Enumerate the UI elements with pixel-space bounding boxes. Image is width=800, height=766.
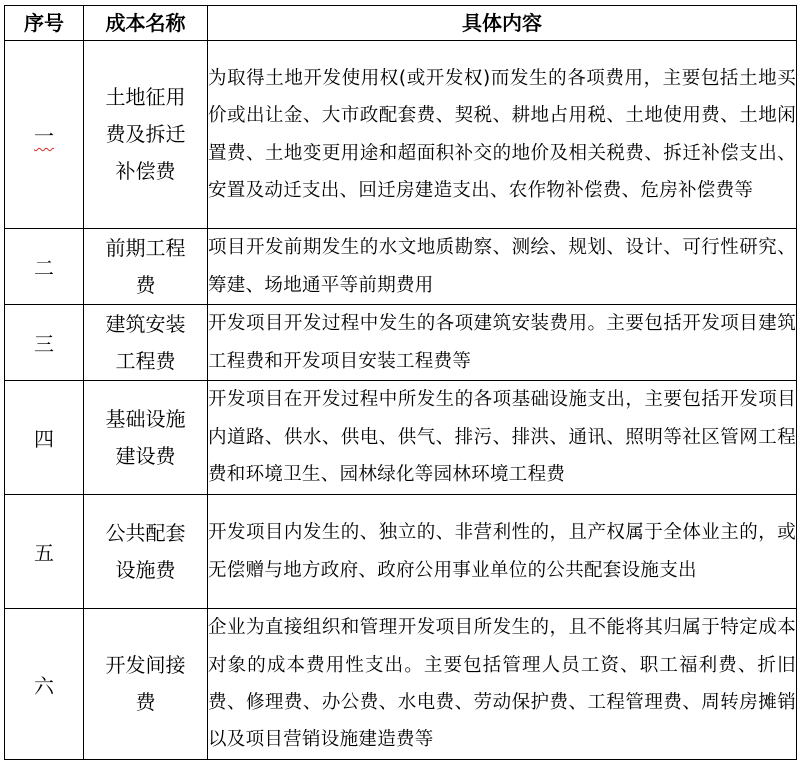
cost-name-line: 设施费 (115, 557, 176, 582)
cost-name-line: 建筑安装 (105, 311, 186, 336)
row-cost-name (84, 381, 208, 495)
header-cost-name: 成本名称 (84, 6, 208, 41)
row-cost-name (84, 495, 208, 609)
row-content: 企业为直接组织和管理开发项目所发生的，且不能将其归属于特定成本对象的成本费用性支出。主要包括管理人员工资、职工福利费、折旧费、修理费、办公费、水电费、劳动保护费、工程管理费、周转房摊销以及项目营销设施建造费等 (208, 609, 797, 760)
table-row (5, 41, 797, 229)
table-row (5, 229, 797, 305)
row-content: 开发项目内发生的、独立的、非营利性的，且产权属于全体业主的，或无偿赠与地方政府、政府公用事业单位的公共配套设施支出 (208, 495, 797, 609)
cost-name-line: 前期工程 (105, 235, 186, 260)
cost-name-line: 土地征用 (105, 85, 186, 109)
row-content: 开发项目在开发过程中所发生的各项基础设施支出，主要包括开发项目内道路、供水、供电、供气、排污、排洪、通讯、照明等社区管网工程费和环境卫生、园林绿化等园林环境工程费 (208, 381, 797, 495)
row-number (5, 41, 84, 229)
row-number-text: 一 (34, 124, 54, 148)
header-number: 序号 (5, 6, 84, 41)
cost-name-line: 建设费 (115, 443, 176, 468)
row-cost-name (84, 41, 208, 229)
table-row (5, 495, 797, 609)
row-number: 五 (5, 495, 84, 609)
cost-name-line: 基础设施 (105, 406, 186, 431)
cost-table (4, 5, 797, 760)
table-row (5, 609, 797, 760)
row-number: 四 (5, 381, 84, 495)
header-content: 具体内容 (208, 6, 797, 41)
cost-name-line: 费 (135, 690, 156, 714)
cost-name-line: 费及拆迁 (105, 122, 186, 146)
row-cost-name (84, 609, 208, 760)
row-cost-name (84, 305, 208, 381)
table-row (5, 305, 797, 381)
cost-name-line: 费 (135, 272, 156, 297)
cost-name-line: 开发间接 (105, 653, 186, 677)
table-row (5, 381, 797, 495)
cost-name-line: 公共配套 (105, 520, 186, 545)
cost-name-line: 补偿费 (115, 159, 176, 183)
row-content: 为取得土地开发使用权(或开发权)而发生的各项费用，主要包括土地买价或出让金、大市政配套费、契税、耕地占用税、土地使用费、土地闲置费、土地变更用途和超面积补交的地价及相关税费、拆迁补偿支出、安置及动迁支出、回迁房建造支出、农作物补偿费、危房补偿费等 (208, 41, 797, 229)
row-number: 二 (5, 229, 84, 305)
row-content: 项目开发前期发生的水文地质勘察、测绘、规划、设计、可行性研究、筹建、场地通平等前期费用 (208, 229, 797, 305)
row-cost-name (84, 229, 208, 305)
cost-name-line: 工程费 (115, 348, 176, 373)
header-row (5, 6, 797, 41)
row-number: 三 (5, 305, 84, 381)
row-number: 六 (5, 609, 84, 760)
row-content: 开发项目开发过程中发生的各项建筑安装费用。主要包括开发项目建筑工程费和开发项目安装工程费等 (208, 305, 797, 381)
